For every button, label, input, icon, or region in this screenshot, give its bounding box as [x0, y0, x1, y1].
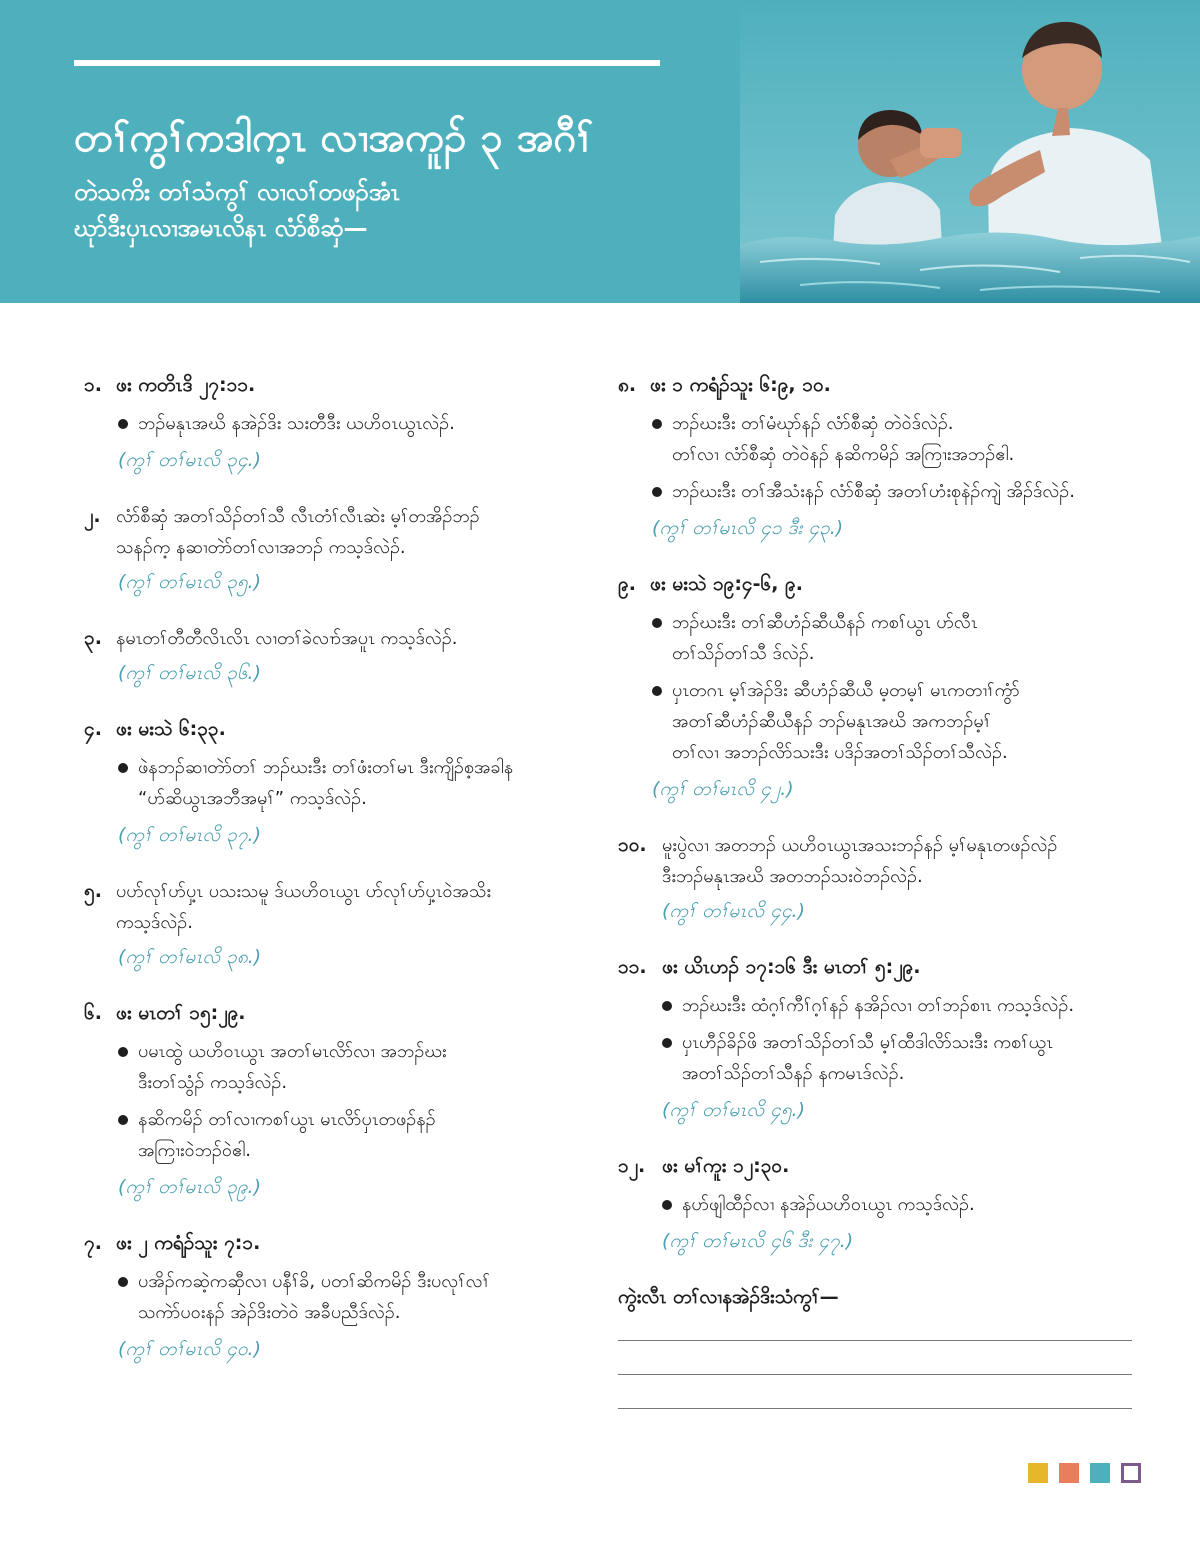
question-heading — [84, 623, 584, 654]
write-line[interactable] — [618, 1340, 1132, 1341]
bullet-text: ပှၤတဂၤ မ့ၢ်အဲၣ်ဒိး ဆီဟံၣ်ဆီယီ မ့တမ့ၢ် မၤကတၢၢ်ကွံာ် — [672, 680, 1020, 701]
bullet-dot — [118, 419, 128, 429]
bullet-dot — [118, 1277, 128, 1287]
bullet-list — [618, 990, 1148, 1089]
lesson-reference: (ကွၢ် တၢ်မၤလိ ၃၅.) — [118, 571, 262, 593]
question-text: လံာ်စီဆှံ အတၢ်သိၣ်တၢ်သီ လီၤတံၢ်လီၤဆဲး မ့ၢ်တအိၣ်ဘၣ် — [116, 506, 480, 527]
bullet-dot — [662, 1001, 672, 1011]
question-item — [84, 998, 584, 1202]
question-item — [84, 623, 584, 688]
lesson-reference: (ကွၢ် တၢ်မၤလိ ၃၄.) — [118, 449, 262, 471]
right-column — [618, 370, 1148, 1312]
question-number: ၆. — [84, 1002, 102, 1024]
scripture-reference: ဖး ၂ ကရံၣ်သူး ၇:၁. — [116, 1232, 261, 1254]
question-heading — [618, 830, 1148, 892]
lesson-reference: (ကွၢ် တၢ်မၤလိ ၄၄.) — [662, 900, 806, 922]
question-number: ၁၁. — [618, 956, 647, 978]
bullet-text: ပှၤဟီၣ်ခိၣ်ဖိ အတၢ်သိၣ်တၢ်သီ မ့ၢ်ထီဒါလိာ်သးဒီး ကစၢ်ယွၤ — [682, 1032, 1053, 1053]
lesson-reference: (ကွၢ် တၢ်မၤလိ ၄၆ ဒီး ၄၇.) — [662, 1230, 854, 1252]
question-heading — [84, 876, 584, 938]
question-item — [618, 569, 1148, 804]
bullet-text: “ပာ်ဆိယွၤအဘီအမုၢ်” ကသ့ဒ်လဲၣ်. — [138, 788, 367, 809]
question-heading — [84, 370, 584, 400]
lesson-reference: (ကွၢ် တၢ်မၤလိ ၄၂.) — [652, 778, 794, 800]
bullet-text: တၢ်လၢ အဘၣ်လိာ်သးဒီး ပဒိၣ်အတၢ်သိၣ်တၢ်သီလဲၣ်. — [672, 742, 1008, 763]
question-heading — [618, 370, 1148, 400]
bullet-dot — [662, 1038, 672, 1048]
header-banner — [0, 0, 1200, 303]
bullet-list — [84, 1266, 584, 1328]
bullet-text: ဒီးတၢ်သွံၣ် ကသ့ဒ်လဲၣ်. — [138, 1072, 288, 1093]
bullet-item — [118, 1266, 584, 1328]
bullet-text: ပမၤထွဲ ယဟိဝၤယွၤ အတၢ်မၤလိာ်လၢ အဘၣ်ဃး — [138, 1041, 447, 1062]
bullet-text: ပအိၣ်ကဆဲ့ကဆှီလၢ ပနီၢ်ခိ, ပတၢ်ဆိကမိၣ် ဒီးပလုၢ်လၢ် — [138, 1271, 491, 1292]
write-line[interactable] — [618, 1374, 1132, 1375]
question-heading — [618, 1151, 1148, 1181]
bullet-list — [84, 752, 584, 814]
bullet-text: အတၢ်ဆီဟံၣ်ဆီယီနၣ် ဘၣ်မနုၤအဃိ အကဘၣ်မ့ၢ် — [672, 711, 992, 732]
question-number: ၄. — [84, 718, 102, 740]
lesson-reference: (ကွၢ် တၢ်မၤလိ ၃၆.) — [118, 662, 262, 684]
bullet-list — [618, 408, 1148, 507]
question-number: ၂. — [84, 505, 101, 527]
question-number: ၇. — [84, 1232, 102, 1254]
scripture-reference: ဖး မၤတၢ် ၁၅:၂၉. — [116, 1002, 246, 1024]
question-text: ပပာ်လုၢ်ပာ်ပှ့ၤ ပသးသမူ ဒ်ယဟိဝၤယွၤ ပာ်လုၢ်ပာ်ပှ့ၤဝဲအသိး — [116, 881, 491, 902]
bullet-item — [662, 1027, 1148, 1089]
bullet-text: ဖဲနဘၣ်ဆၢတဲာ်တၢ် ဘၣ်ဃးဒီး တၢ်ဖံးတၢ်မၤ ဒီးကျိၣ်စ့အခါန — [138, 757, 514, 778]
question-item — [84, 714, 584, 850]
bullet-text: သကဲာ်ပဝးနၣ် အဲၣ်ဒိးတဲဝဲ အခီပညီဒ်လဲၣ်. — [138, 1302, 401, 1323]
lesson-reference: (ကွၢ် တၢ်မၤလိ ၃၈.) — [118, 946, 262, 968]
question-item — [618, 952, 1148, 1125]
subtitle-line: ဃုာ်ဒီးပှၤလၢအမၤလိနၤ လံာ်စီဆှံ— — [74, 214, 368, 242]
bullet-text: နဆိကမိၣ် တၢ်လၢကစၢ်ယွၤ မၤလိာ်ပှၤတဖၣ်နၣ် — [138, 1109, 436, 1130]
question-item — [84, 501, 584, 597]
bullet-dot — [118, 763, 128, 773]
left-column — [84, 370, 584, 1390]
teal-square — [1090, 1463, 1110, 1483]
bullet-item — [118, 408, 584, 439]
question-item — [84, 876, 584, 972]
question-item — [618, 370, 1148, 543]
question-item — [618, 1151, 1148, 1256]
scripture-reference: ဖး မးသဲ ၁၉:၄-၆, ၉. — [650, 573, 803, 595]
scripture-reference: ဖး မးသဲ ၆:၃၃. — [116, 718, 226, 740]
bullet-text: ဘၣ်မနုၤအဃိ နအဲၣ်ဒိး သးတီဒီး ယဟိဝၤယွၤလဲၣ်. — [138, 413, 455, 434]
bullet-text: ဘၣ်ဃးဒီး တၢ်အီသံးနၣ် လံာ်စီဆှံ အတၢ်ဟံးစုနဲၣ်ကျဲ အိၣ်ဒ်လဲၣ်. — [672, 481, 1075, 502]
bullet-item — [118, 752, 584, 814]
orange-square — [1059, 1463, 1079, 1483]
header-rule — [74, 60, 660, 66]
write-question-label: ကွဲးလီၤ တၢ်လၢနအဲၣ်ဒိးသံကွၢ်— — [618, 1286, 839, 1308]
bullet-dot — [652, 618, 662, 628]
question-text: မူးပွဲလၢ အတဘၣ် ယဟိဝၤယွၤအသးဘၣ်နၣ် မ့ၢ်မနုၤတဖၣ်လဲၣ် — [662, 835, 1058, 856]
bullet-list — [84, 408, 584, 439]
bullet-list — [84, 1036, 584, 1166]
bullet-item — [652, 476, 1148, 507]
bullet-text: အတၢ်သိၣ်တၢ်သီနၣ် နကမၤဒ်လဲၣ်. — [682, 1063, 905, 1084]
scripture-reference: ဖး ယိၤဟၣ် ၁၇:၁၆ ဒီး မၤတၢ် ၅:၂၉. — [662, 956, 921, 978]
bullet-dot — [662, 1200, 672, 1210]
bullet-item — [652, 675, 1148, 768]
scripture-reference: ဖး မၢ်ကူး ၁၂:၃၀. — [662, 1155, 790, 1177]
question-heading — [84, 501, 584, 563]
scripture-reference: ဖး ကတိၤဒိ ၂၇:၁၁. — [116, 374, 256, 396]
question-text: နမၤတၢ်တီတီလိၤလိၤ လၢတၢ်ခဲလၢာ်အပူၤ ကသ့ဒ်လဲၣ်. — [116, 628, 458, 649]
question-text: ကသ့ဒ်လဲၣ်. — [116, 912, 193, 933]
bullet-text: နပာ်ဖျါထီၣ်လၢ နအဲၣ်ယဟိဝၤယွၤ ကသ့ဒ်လဲၣ်. — [682, 1194, 975, 1215]
question-number: ၅. — [84, 880, 102, 902]
bullet-dot — [652, 487, 662, 497]
bullet-text: ဘၣ်ဃးဒီး ထံဂ့ၢ်ကီၢ်ဂ့ၢ်နၣ် နအိၣ်လၢ တၢ်ဘၣ်စၢၤ ကသ့ဒ်လဲၣ်. — [682, 995, 1075, 1016]
page-title: တၢ်ကွၢ်ကဒါက့ၤ လၢအကူၣ် ၃ အဂီၢ် — [74, 115, 594, 161]
question-text: သနၣ်က့ နဆၢတဲာ်တၢ်လၢအဘၣ် ကသ့ဒ်လဲၣ်. — [116, 537, 406, 558]
bullet-text: တၢ်သိၣ်တၢ်သီ ဒ်လဲၣ်. — [672, 643, 815, 664]
bullet-list — [618, 1189, 1148, 1220]
page-subtitle — [74, 174, 634, 246]
lesson-reference: (ကွၢ် တၢ်မၤလိ ၄၀.) — [118, 1338, 262, 1360]
scripture-reference: ဖး ၁ ကရံၣ်သူး ၆:၉, ၁၀. — [650, 374, 831, 396]
question-number: ၈. — [618, 374, 637, 396]
write-line[interactable] — [618, 1408, 1132, 1409]
bullet-item — [652, 607, 1148, 669]
question-number: ၉. — [618, 573, 636, 595]
bullet-text: တၢ်လၢ လံာ်စီဆှံ တဲဝဲနၣ် နဆိကမိၣ် အကြၢးအဘၣ်ဧါ. — [672, 444, 1015, 465]
bullet-item — [662, 990, 1148, 1021]
question-text: ဒီးဘၣ်မနုၤအဃိ အတဘၣ်သးဝဲဘၣ်လဲၣ်. — [662, 866, 923, 887]
lesson-reference: (ကွၢ် တၢ်မၤလိ ၃၉.) — [118, 1176, 262, 1198]
question-heading — [618, 569, 1148, 599]
bullet-dot — [118, 1115, 128, 1125]
lesson-reference: (ကွၢ် တၢ်မၤလိ ၄၅.) — [662, 1099, 806, 1121]
yellow-square — [1028, 1463, 1048, 1483]
question-number: ၁၂. — [618, 1155, 646, 1177]
question-heading — [84, 714, 584, 744]
question-item — [84, 1228, 584, 1364]
bullet-item — [652, 408, 1148, 470]
bullet-item — [118, 1036, 584, 1098]
bullet-item — [118, 1104, 584, 1166]
bullet-text: ဘၣ်ဃးဒီး တၢ်မံဃုာ်နၣ် လံာ်စီဆှံ တဲဝဲဒ်လဲၣ်. — [672, 413, 954, 434]
bullet-text: အကြၢးဝဲဘၣ်ဝဲဧါ. — [138, 1140, 251, 1161]
bullet-dot — [652, 686, 662, 696]
bullet-text: ဘၣ်ဃးဒီး တၢ်ဆီဟံၣ်ဆီယီနၣ် ကစၢ်ယွၤ ပာ်လီၤ — [672, 612, 978, 633]
question-heading — [84, 998, 584, 1028]
question-number: ၁. — [84, 374, 102, 396]
lesson-reference: (ကွၢ် တၢ်မၤလိ ၄၁ ဒီး ၄၃.) — [652, 517, 844, 539]
bullet-list — [618, 607, 1148, 768]
bullet-dot — [118, 1047, 128, 1057]
baptism-illustration — [740, 0, 1200, 303]
lesson-reference: (ကွၢ် တၢ်မၤလိ ၃၇.) — [118, 824, 262, 846]
question-item — [84, 370, 584, 475]
question-number: ၁၀. — [618, 834, 647, 856]
purple-outline-square — [1121, 1463, 1141, 1483]
question-heading — [84, 1228, 584, 1258]
subtitle-line: တဲသကိး တၢ်သံကွၢ် လၢလၢ်တဖၣ်အံၤ — [74, 178, 400, 206]
color-squares — [1028, 1463, 1141, 1483]
question-number: ၃. — [84, 627, 102, 649]
bullet-dot — [652, 419, 662, 429]
question-heading — [618, 952, 1148, 982]
bullet-item — [662, 1189, 1148, 1220]
question-item — [618, 830, 1148, 926]
